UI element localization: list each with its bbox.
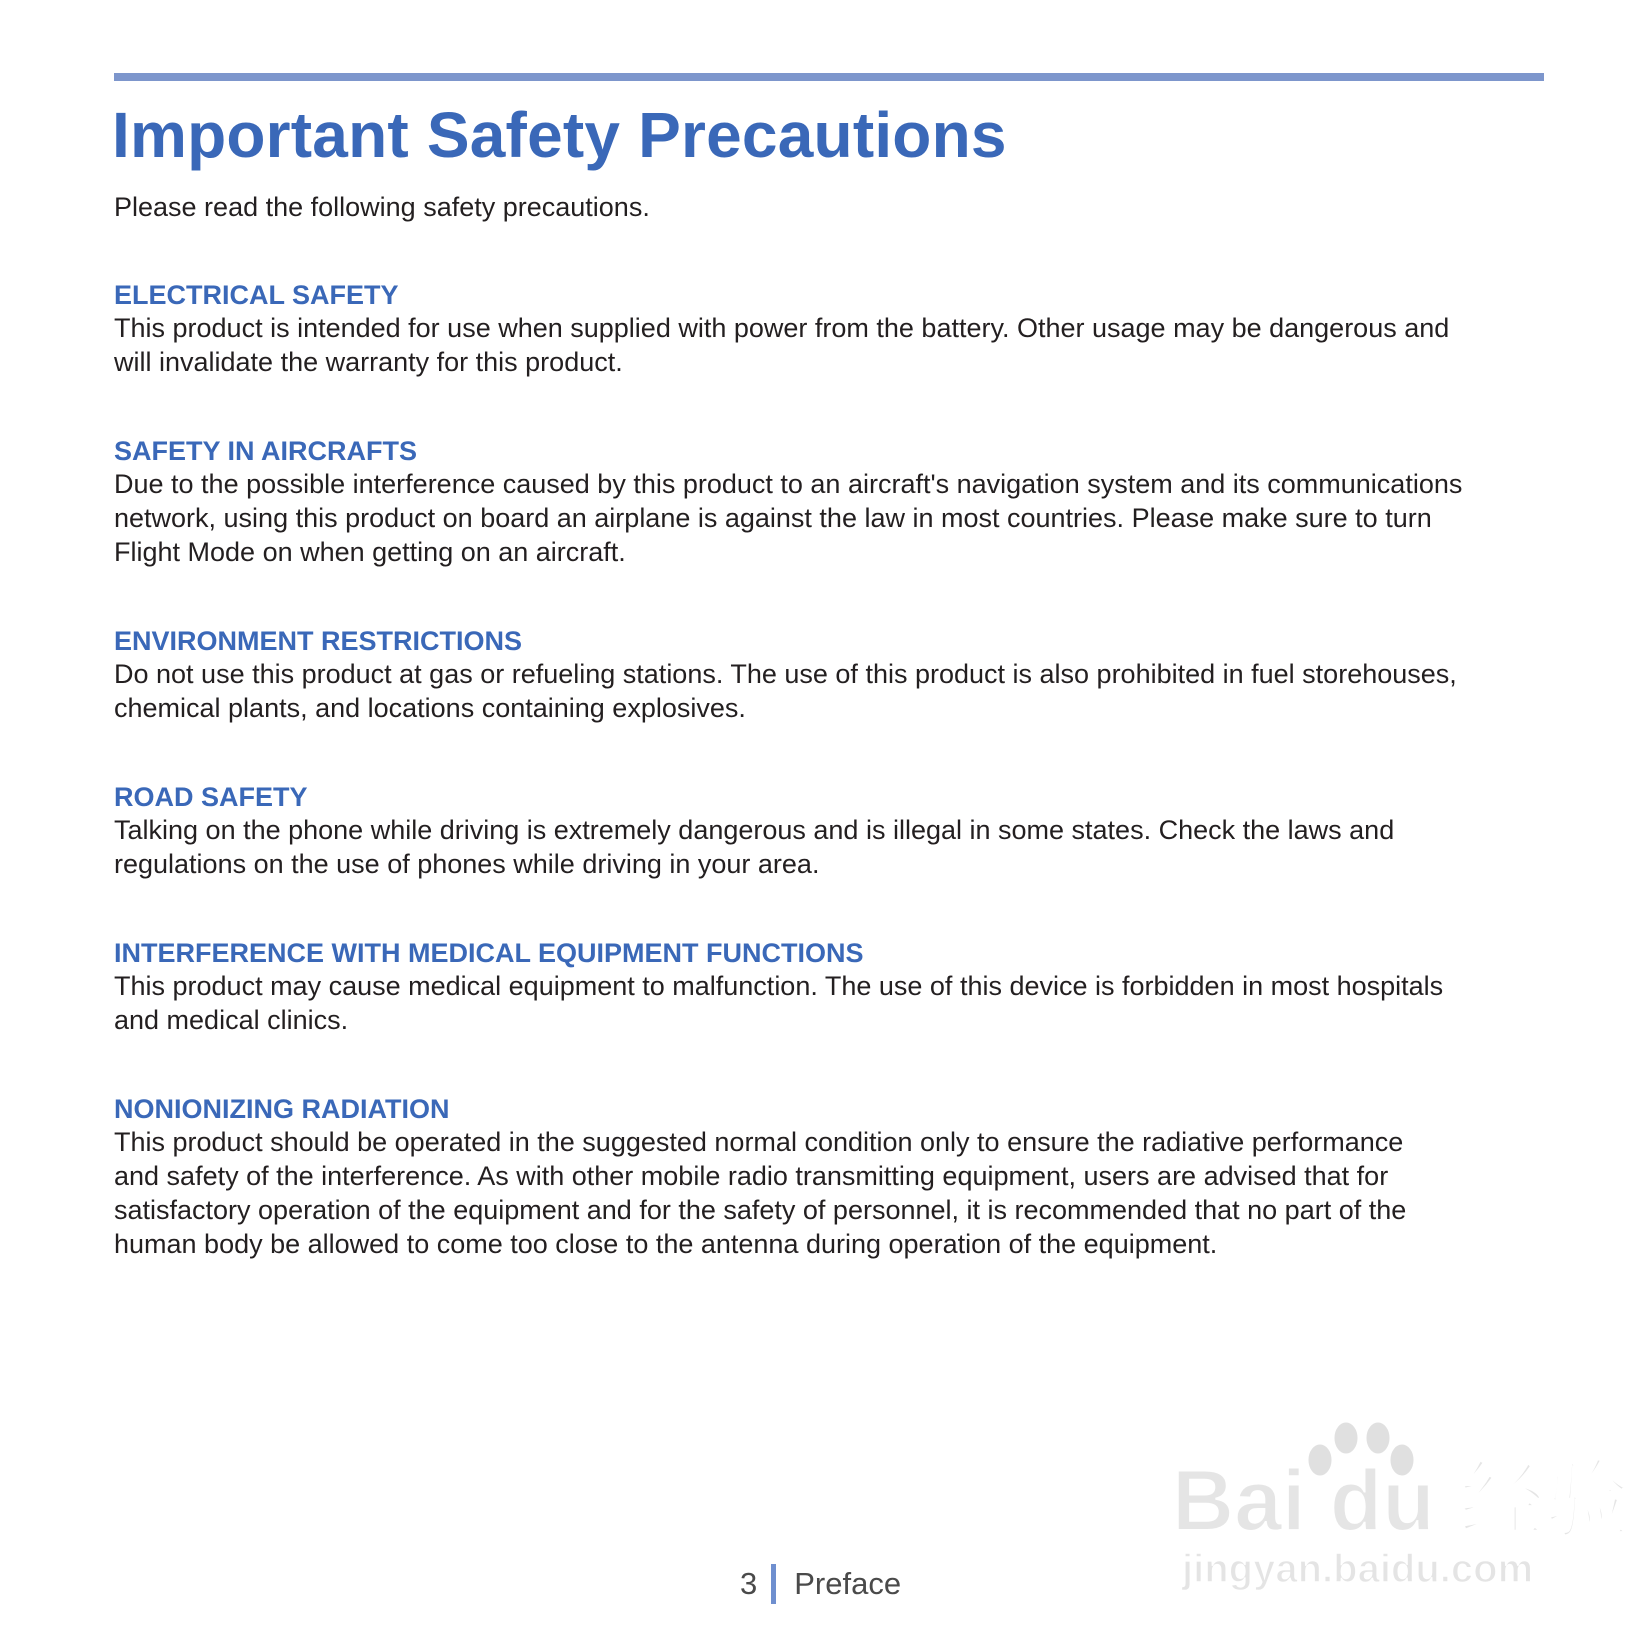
section-body <box>114 657 1534 725</box>
section-safety-in-aircrafts <box>114 435 1534 569</box>
page-footer <box>740 1562 901 1606</box>
top-divider-rule <box>114 73 1544 81</box>
page-number: 3 <box>740 1566 758 1601</box>
body-line: network, using this product on board an airplane is against the law in most countries. Please make sure to turn <box>114 503 1432 533</box>
body-line: human body be allowed to come too close to the antenna during operation of the equipment. <box>114 1229 1218 1259</box>
section-heading: INTERFERENCE WITH MEDICAL EQUIPMENT FUNCTIONS <box>114 938 864 968</box>
section-electrical-safety <box>114 279 1534 379</box>
body-line: This product should be operated in the suggested normal condition only to ensure the radiative performance <box>114 1127 1404 1157</box>
body-line: chemical plants, and locations containing explosives. <box>114 693 746 723</box>
body-line: regulations on the use of phones while driving in your area. <box>114 849 820 879</box>
section-heading: ENVIRONMENT RESTRICTIONS <box>114 626 523 656</box>
section-heading: SAFETY IN AIRCRAFTS <box>114 436 418 466</box>
page-title: Important Safety Precautions <box>112 99 1007 171</box>
section-medical-interference <box>114 937 1534 1037</box>
section-body <box>114 813 1534 881</box>
section-body <box>114 467 1534 569</box>
intro-text: Please read the following safety precautions. <box>114 192 650 222</box>
watermark-brand: Bai du 经验 <box>1172 1453 1631 1549</box>
section-body <box>114 311 1534 379</box>
body-line: Flight Mode on when getting on an aircraft. <box>114 537 626 567</box>
footer-divider <box>771 1564 776 1604</box>
section-heading: ELECTRICAL SAFETY <box>114 280 399 310</box>
section-body <box>114 1125 1534 1261</box>
section-heading: ROAD SAFETY <box>114 782 308 812</box>
body-line: will invalidate the warranty for this product. <box>114 347 623 377</box>
body-line: Do not use this product at gas or refueling stations. The use of this product is also prohibited in fuel storehouses, <box>114 659 1457 689</box>
section-environment-restrictions <box>114 625 1534 725</box>
section-road-safety <box>114 781 1534 881</box>
safety-sections <box>114 279 1534 1317</box>
body-line: Due to the possible interference caused by this product to an aircraft's navigation system and its communications <box>114 469 1463 499</box>
body-line: satisfactory operation of the equipment and for the safety of personnel, it is recommended that no part of the <box>114 1195 1407 1225</box>
watermark-url: jingyan.baidu.com <box>1182 1547 1534 1591</box>
baidu-jingyan-watermark <box>1172 1400 1631 1591</box>
footer-section-label: Preface <box>794 1566 902 1601</box>
section-nonionizing-radiation <box>114 1093 1534 1261</box>
body-line: Talking on the phone while driving is extremely dangerous and is illegal in some states. Check the laws and <box>114 815 1395 845</box>
body-line: This product may cause medical equipment to malfunction. The use of this device is forbidden in most hospitals <box>114 971 1444 1001</box>
body-line: and safety of the interference. As with other mobile radio transmitting equipment, users are advised that for <box>114 1161 1389 1191</box>
body-line: This product is intended for use when supplied with power from the battery. Other usage may be dangerous and <box>114 313 1450 343</box>
section-heading: NONIONIZING RADIATION <box>114 1094 450 1124</box>
section-body <box>114 969 1534 1037</box>
body-line: and medical clinics. <box>114 1005 349 1035</box>
